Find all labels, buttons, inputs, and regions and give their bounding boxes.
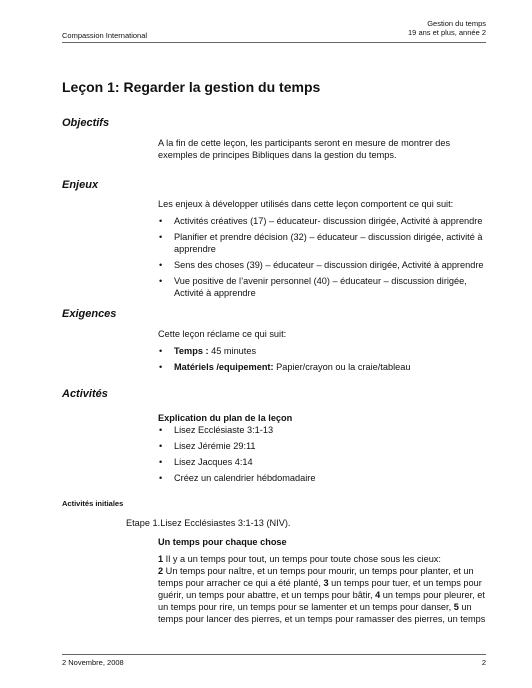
header-doc-level: 19 ans et plus, année 2 [408,28,486,37]
exigences-body [158,328,488,377]
verse-subtitle: Un temps pour chaque chose [158,537,287,547]
verse-1: 1 Il y a un temps pour tout, un temps pour toute chose sous les cieux: [158,554,441,564]
page-footer [62,654,486,669]
enjeux-intro: Les enjeux à développer utilisés dans cette leçon comportent ce qui suit: [158,199,454,209]
list-item: • Planifier et prendre décision (32) – éducateur – discussion dirigée, activité à apprendre [158,231,488,255]
list-item: • Vue positive de l’avenir personnel (40) – éducateur – discussion dirigée, Activité à apprendre [158,275,488,299]
header-org: Compassion International [62,31,148,40]
list-item: • Sens des choses (39) – éducateur – discussion dirigée, Activité à apprendre [158,259,488,271]
enjeux-heading: Enjeux [62,179,99,191]
list-item: • Créez un calendrier hébdomadaire [158,472,488,484]
exigences-intro: Cette leçon réclame ce qui suit: [158,329,287,339]
list-item: • Matériels /equipement: Papier/crayon ou la craie/tableau [158,361,488,373]
activites-body [158,412,488,488]
page-header [62,18,486,43]
list-item: • Lisez Ecclésiaste 3:1-13 [158,424,488,436]
step-1: Etape 1.Lisez Ecclésiastes 3:1-13 (NIV). [126,518,291,528]
header-right [408,19,486,37]
plan-title: Explication du plan de la leçon [158,413,293,423]
initiales-heading: Activités initiales [62,499,124,508]
enjeux-body [158,198,488,303]
exigences-list [158,345,488,373]
list-item: • Activités créatives (17) – éducateur- discussion dirigée, Activité à apprendre [158,215,488,227]
lesson-title: Leçon 1: Regarder la gestion du temps [62,79,321,95]
objectifs-text: A la fin de cette leçon, les participants seront en mesure de montrer des exemples de principes Bibliques dans la gestion du temps. [158,138,451,160]
list-item: • Lisez Jérémie 29:11 [158,440,488,452]
page-number: 2 [481,658,486,667]
enjeux-list [158,215,488,299]
verse-text: 2 Un temps pour naître, et un temps pour mourir, un temps pour planter, et un temps pour arracher ce qui a été planté, 3 un temps pour tuer, et un temps pour guérir, un temps pour abattre, et un temps pour bâtir, 4 un temps pour pleurer, et un temps pour rire, un temps pour se lamenter et un temps pour danser, 5 un temps pour lancer des pierres, et un temps pour ramasser des pierres, un temps [158,566,486,624]
list-item: • Temps : 45 minutes [158,345,488,357]
footer-date: 2 Novembre, 2008 [62,658,124,667]
exigences-heading: Exigences [62,308,117,320]
activites-heading: Activités [62,388,108,400]
activites-list [158,424,488,484]
initiales-body [158,536,488,625]
list-item: • Lisez Jacques 4:14 [158,456,488,468]
header-doc-title: Gestion du temps [427,19,486,28]
objectifs-heading: Objectifs [62,117,110,129]
